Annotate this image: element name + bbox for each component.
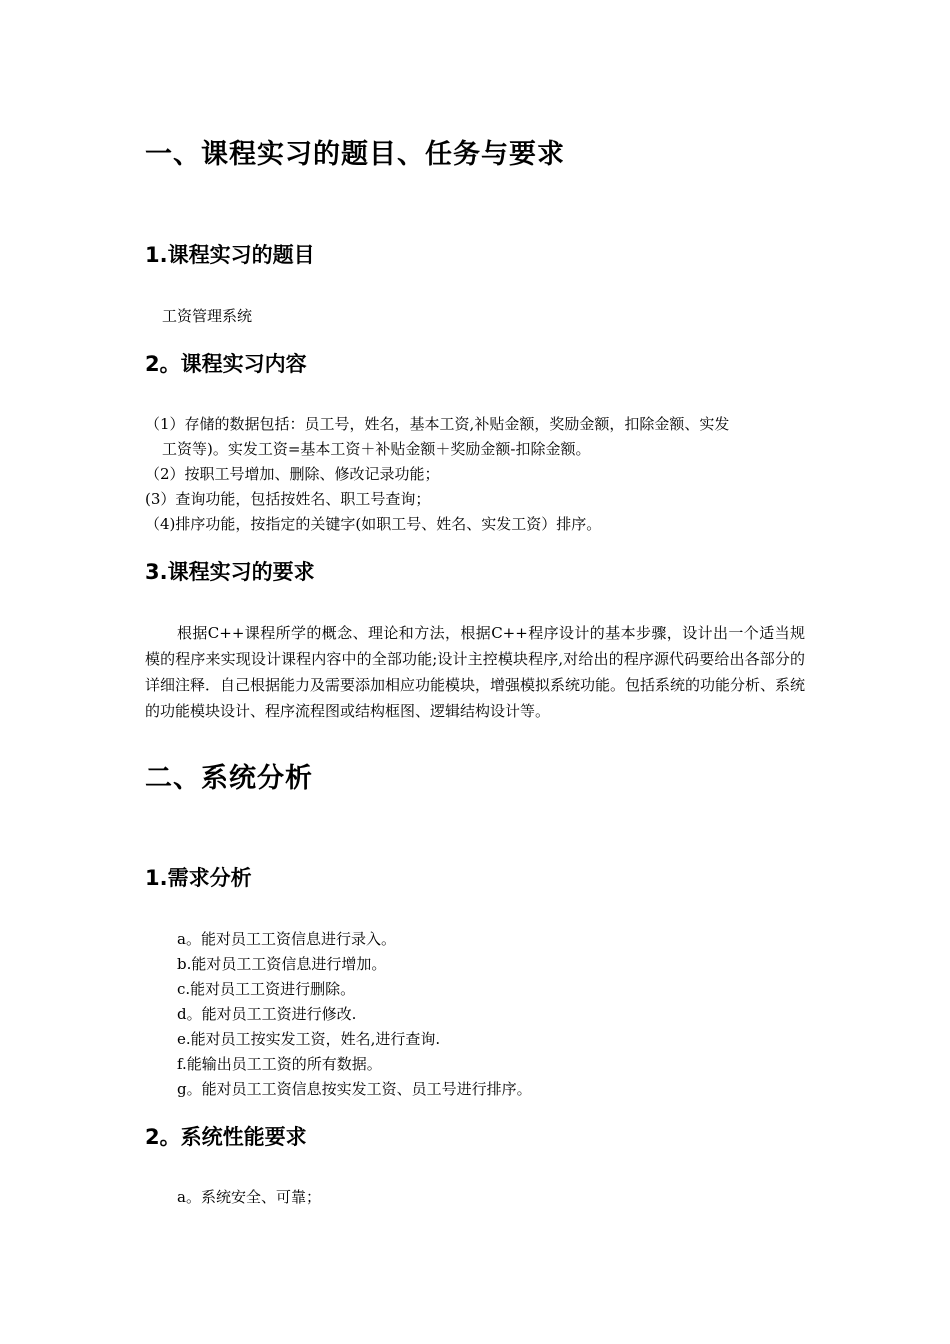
performance-item-a: a。系统安全、可靠； [177, 1188, 321, 1206]
requirement-item-b: b.能对员工工资信息进行增加。 [177, 955, 387, 973]
requirement-item-f: f.能输出员工工资的所有数据。 [177, 1055, 382, 1073]
requirement-item-e: e.能对员工按实发工资，姓名,进行查询. [177, 1030, 441, 1048]
section-1-2-heading: 2。课程实习内容 [145, 352, 307, 376]
section-1-3-heading: 3.课程实习的要求 [145, 560, 315, 584]
requirement-item-g: g。能对员工工资信息按实发工资、员工号进行排序。 [177, 1080, 532, 1098]
requirement-item-c: c.能对员工工资进行删除。 [177, 980, 356, 998]
section-2-2-heading: 2。系统性能要求 [145, 1125, 307, 1149]
requirement-item-a: a。能对员工工资信息进行录入。 [177, 930, 396, 948]
content-item-4: （4)排序功能，按指定的关键字(如职工号、姓名、实发工资）排序。 [145, 515, 602, 533]
content-item-3: (3）查询功能，包括按姓名、职工号查询； [145, 490, 431, 508]
section-1-heading: 一、课程实习的题目、任务与要求 [145, 139, 565, 170]
section-2-heading: 二、系统分析 [145, 763, 313, 794]
section-1-1-heading: 1.课程实习的题目 [145, 243, 315, 267]
content-item-2: （2）按职工号增加、删除、修改记录功能； [145, 465, 440, 483]
content-item-1-cont: 工资等)。实发工资=基本工资＋补贴金额＋奖励金额-扣除金额。 [162, 440, 591, 458]
content-item-1: （1）存储的数据包括：员工号，姓名，基本工资,补贴金额，奖励金额，扣除金额、实发 [145, 415, 730, 433]
section-2-1-heading: 1.需求分析 [145, 866, 252, 890]
requirement-item-d: d。能对员工工资进行修改. [177, 1005, 357, 1023]
requirements-paragraph: 根据C++课程所学的概念、理论和方法，根据C++程序设计的基本步骤，设计出一个适当规模的程序来实现设计课程内容中的全部功能;设计主控模块程序,对给出的程序源代码要给出各部分的详细注释．自己根据能力及需要添加相应功能模块，增强模拟系统功能。包括系统的功能分析、系统的功能模块设计、程序流程图或结构框图、逻辑结构设计等。 [145, 624, 806, 720]
course-topic-text: 工资管理系统 [162, 307, 253, 325]
